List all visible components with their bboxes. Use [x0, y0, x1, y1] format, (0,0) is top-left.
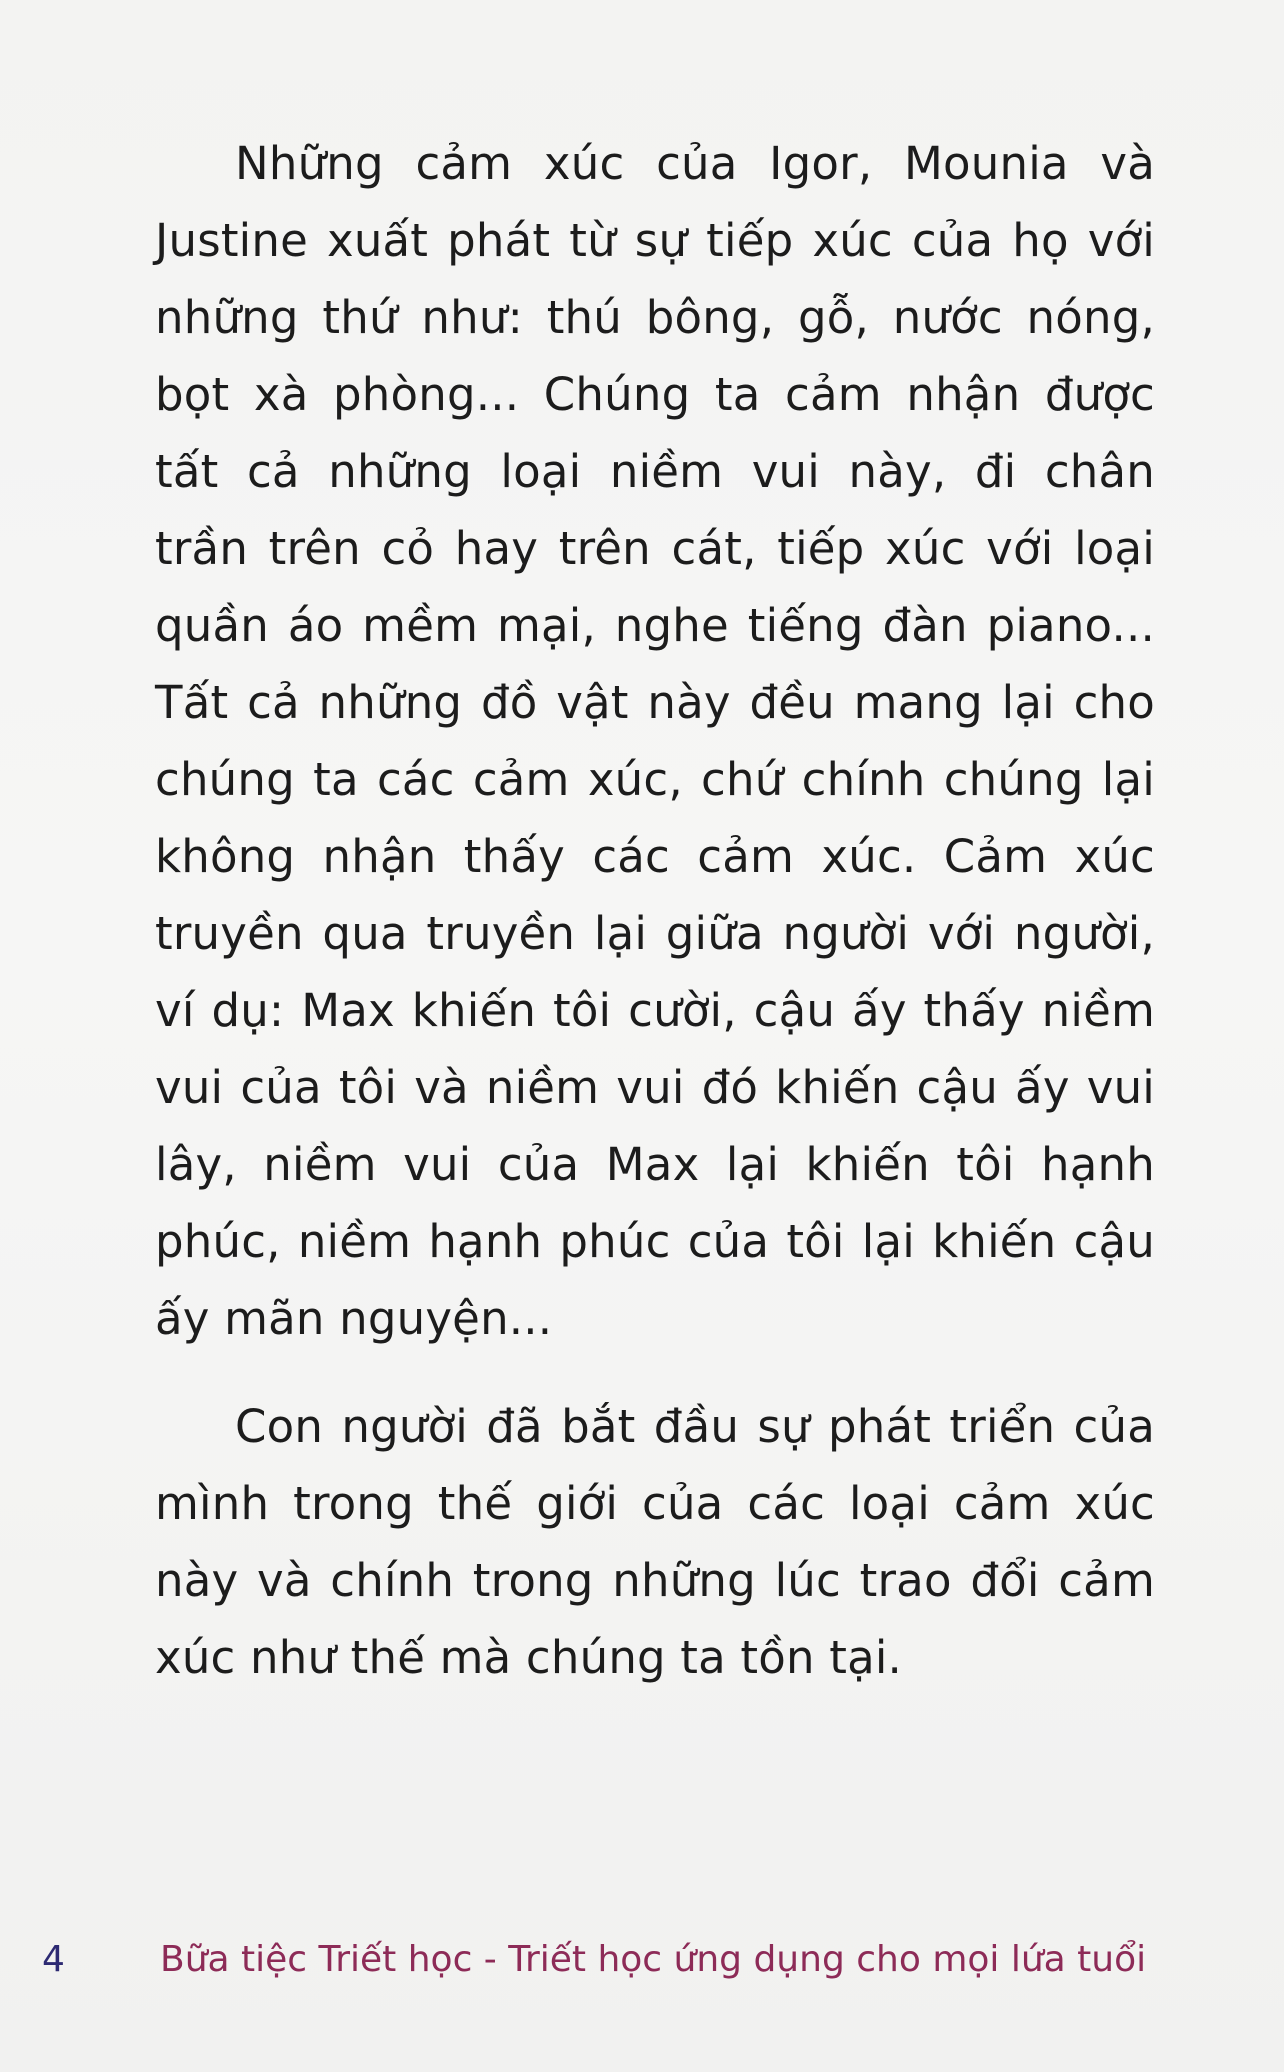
page-number: 4 — [42, 1939, 65, 1980]
paragraph-line: quần áo mềm mại, nghe tiếng đàn piano... — [155, 599, 1155, 652]
paragraph-line: xúc như thế mà chúng ta tồn tại. — [155, 1631, 903, 1684]
paragraph-line: những thứ như: thú bông, gỗ, nước nóng, — [155, 291, 1155, 344]
paragraph-line: không nhận thấy các cảm xúc. Cảm xúc — [155, 830, 1155, 883]
paragraph-line: vui của tôi và niềm vui đó khiến cậu ấy vui — [155, 1061, 1155, 1114]
paragraph-line: ví dụ: Max khiến tôi cười, cậu ấy thấy niềm — [155, 984, 1155, 1037]
page-footer — [0, 1930, 1284, 1990]
paragraph-line: Những cảm xúc của Igor, Mounia và — [235, 137, 1155, 190]
paragraph-line: bọt xà phòng... Chúng ta cảm nhận được — [155, 368, 1155, 421]
paragraph-line: lây, niềm vui của Max lại khiến tôi hạnh — [155, 1138, 1155, 1191]
paragraph-line: mình trong thế giới của các loại cảm xúc — [155, 1477, 1155, 1530]
paragraph-line: ấy mãn nguyện... — [155, 1292, 553, 1345]
paragraph-line: này và chính trong những lúc trao đổi cảm — [155, 1554, 1155, 1607]
paragraph-2 — [155, 1388, 1155, 1696]
paragraph-line: chúng ta các cảm xúc, chứ chính chúng lại — [155, 753, 1155, 806]
paragraph-line: truyền qua truyền lại giữa người với người, — [155, 907, 1155, 960]
paragraph-line: trần trên cỏ hay trên cát, tiếp xúc với loại — [155, 522, 1155, 575]
paragraph-line: tất cả những loại niềm vui này, đi chân — [155, 445, 1155, 498]
running-title: Bữa tiệc Triết học - Triết học ứng dụng cho mọi lứa tuổi — [160, 1939, 1147, 1980]
paragraph-line: phúc, niềm hạnh phúc của tôi lại khiến cậu — [155, 1215, 1155, 1268]
paragraph-line: Con người đã bắt đầu sự phát triển của — [235, 1400, 1155, 1453]
paragraph-line: Justine xuất phát từ sự tiếp xúc của họ với — [155, 214, 1155, 267]
paragraph-1 — [155, 125, 1155, 1357]
paragraph-line: Tất cả những đồ vật này đều mang lại cho — [155, 676, 1155, 729]
